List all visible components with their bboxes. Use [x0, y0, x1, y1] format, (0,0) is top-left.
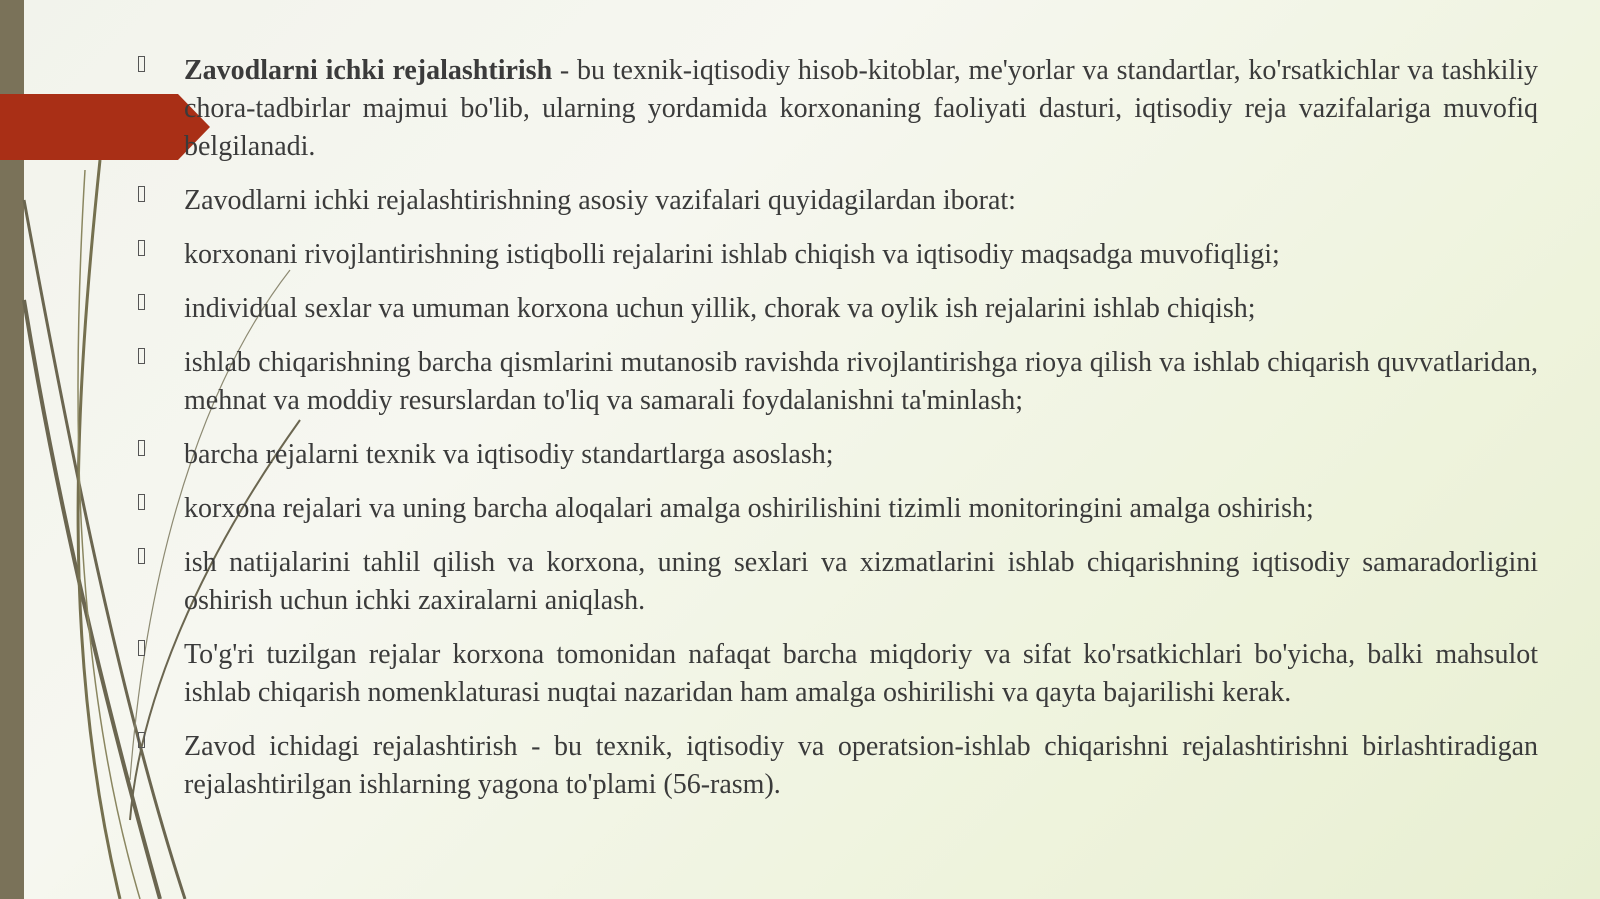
- item-text: To'g'ri tuzilgan rejalar korxona tomonidan nafaqat barcha miqdoriy va sifat ko'rsatkichlari bo'yicha, balki mahsulot ishlab chiqarish nomenklaturasi nuqtai nazaridan ham amalga oshirilishi va qayta bajarilishi kerak.: [184, 639, 1538, 708]
- bullet-item: [138, 728, 1538, 804]
- bullet-item: [138, 182, 1538, 220]
- item-text: korxona rejalari va uning barcha aloqalari amalga oshirilishini tizimli monitoringini amalga oshirish;: [184, 493, 1314, 524]
- box-bullet-icon: [138, 638, 148, 658]
- bullet-item: [138, 290, 1538, 328]
- item-text: korxonani rivojlantirishning istiqbolli rejalarini ishlab chiqish va iqtisodiy maqsadga muvofiqligi;: [184, 239, 1280, 270]
- box-bullet-icon: [138, 730, 148, 750]
- bullet-item: [138, 436, 1538, 474]
- item-text: ishlab chiqarishning barcha qismlarini mutanosib ravishda rivojlantirishga rioya qilish va ishlab chiqarish quvvatlaridan, mehnat va moddiy resurslardan to'liq va samarali foydalanishni ta'minlash;: [184, 347, 1538, 416]
- bullet-item: [138, 344, 1538, 420]
- item-text: barcha rejalarni texnik va iqtisodiy standartlarga asoslash;: [184, 439, 834, 470]
- item-text: Zavodlarni ichki rejalashtirishning asosiy vazifalari quyidagilardan iborat:: [184, 185, 1016, 216]
- item-text: Zavod ichidagi rejalashtirish - bu texnik, iqtisodiy va operatsion-ishlab chiqarishni rejalashtirishni birlashtiradigan rejalashtirilgan ishlarning yagona to'plami (56-rasm).: [184, 731, 1538, 800]
- box-bullet-icon: [138, 546, 148, 566]
- bullet-item: [138, 636, 1538, 712]
- item-bold-term: Zavodlarni ichki rejalashtirish: [184, 55, 553, 86]
- box-bullet-icon: [138, 292, 148, 312]
- box-bullet-icon: [138, 54, 148, 74]
- item-text: ish natijalarini tahlil qilish va korxona, uning sexlari va xizmatlarini ishlab chiqarishning iqtisodiy samaradorligini oshirish uchun ichki zaxiralarni aniqlash.: [184, 547, 1538, 616]
- bullet-list: [138, 52, 1538, 820]
- bullet-item: [138, 544, 1538, 620]
- box-bullet-icon: [138, 438, 148, 458]
- box-bullet-icon: [138, 346, 148, 366]
- bullet-item: [138, 490, 1538, 528]
- item-text: - bu texnik-iqtisodiy hisob-kitoblar, me'yorlar va standartlar, ko'rsatkichlar va tashkiliy chora-tadbirlar majmui bo'lib, ularning yordamida korxonaning faoliyati dasturi, iqtisodiy reja vazifalariga muvofiq belgilanadi.: [184, 55, 1538, 162]
- box-bullet-icon: [138, 184, 148, 204]
- box-bullet-icon: [138, 238, 148, 258]
- item-text: individual sexlar va umuman korxona uchun yillik, chorak va oylik ish rejalarini ishlab chiqish;: [184, 293, 1256, 324]
- box-bullet-icon: [138, 492, 148, 512]
- bullet-item: [138, 236, 1538, 274]
- bullet-item: [138, 52, 1538, 166]
